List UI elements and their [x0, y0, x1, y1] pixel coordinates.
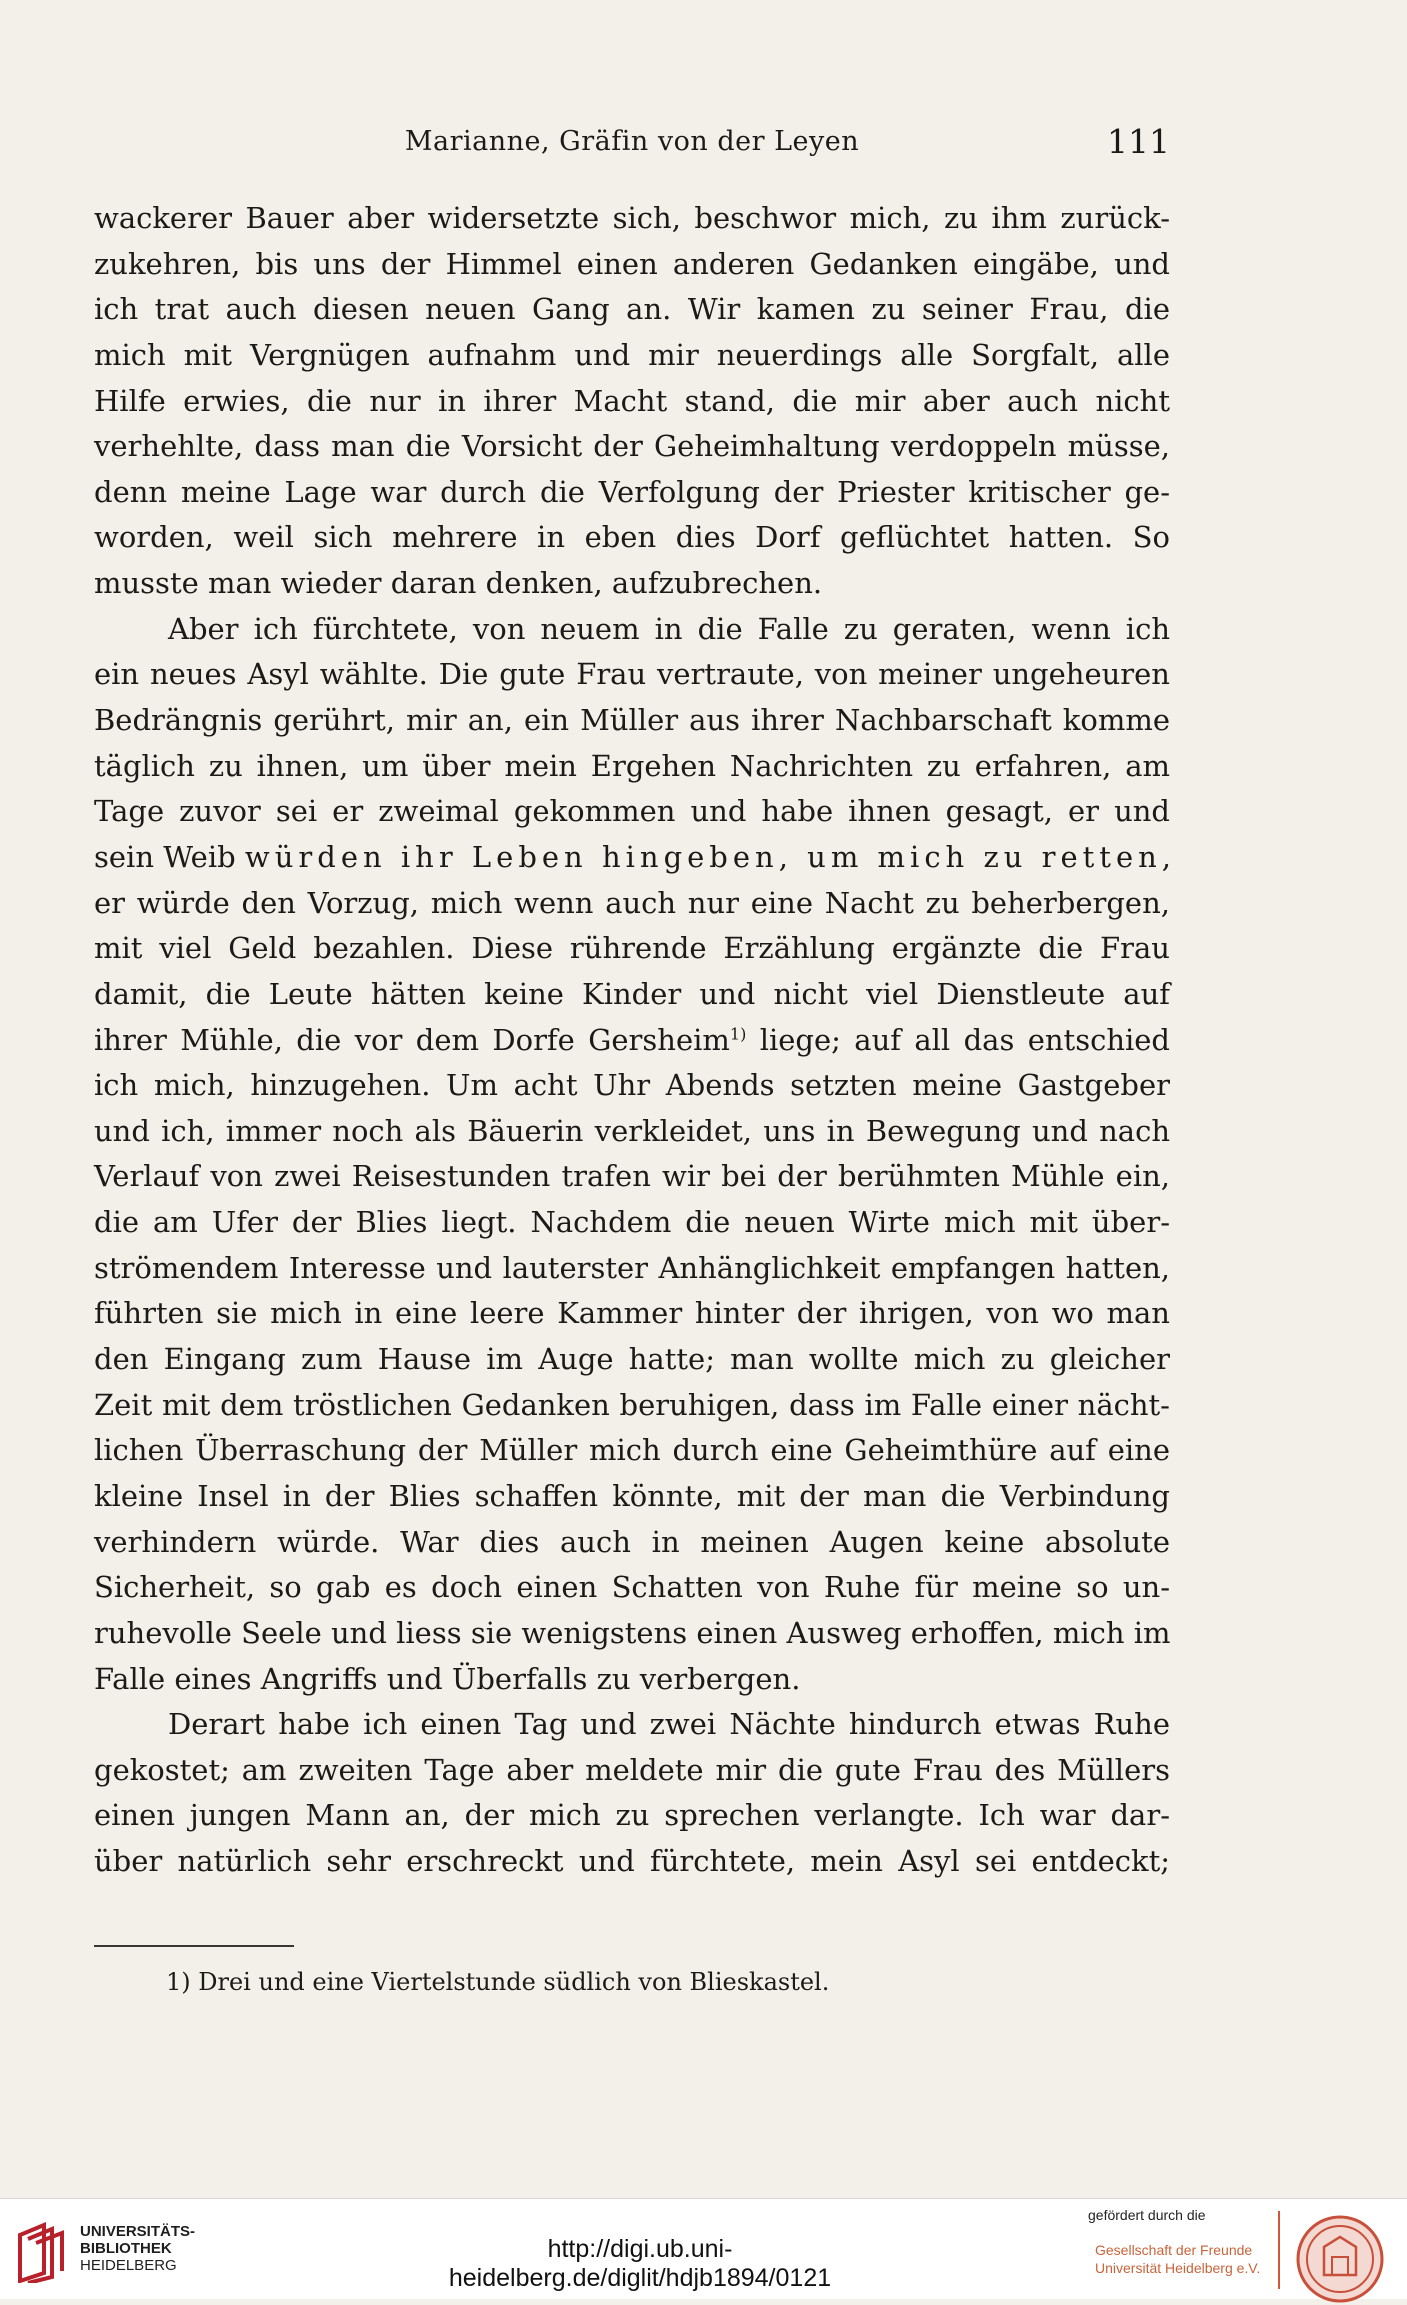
text-line: über natürlich sehr erschreckt und fürchtete, mein Asyl sei entdeckt; [94, 1844, 1170, 1879]
paragraph-start-line: Derart habe ich einen Tag und zwei Nächte hindurch etwas Ruhe [168, 1707, 1170, 1742]
sponsor-name-line: Universität Heidelberg e.V. [1095, 2260, 1261, 2276]
text-line: Hilfe erwies, die nur in ihrer Macht stand, die mir aber auch nicht [94, 383, 1170, 418]
text-line: Bedrängnis gerührt, mir an, ein Müller aus ihrer Nachbarschaft komme [94, 703, 1170, 738]
sponsor-name-line: Gesellschaft der Freunde [1095, 2242, 1253, 2258]
text-line: denn meine Lage war durch die Verfolgung der Priester kritischer ge- [94, 474, 1170, 509]
body-text [94, 196, 1177, 1885]
text-fragment: sein Weib [94, 839, 236, 874]
text-line: mich mit Vergnügen aufnahm und mir neuerdings alle Sorgfalt, alle [94, 337, 1170, 372]
text-line: strömendem Interesse und lauterster Anhänglichkeit empfangen hatten, [94, 1250, 1170, 1285]
text-line: kleine Insel in der Blies schaffen könnte, mit der man die Verbindung [94, 1478, 1170, 1513]
text-line: einen jungen Mann an, der mich zu sprechen verlangte. Ich war dar- [94, 1798, 1170, 1833]
text-line: mit viel Geld bezahlen. Diese rührende Erzählung ergänzte die Frau [94, 931, 1170, 966]
text-line-spaced [94, 835, 1177, 881]
page-number: 111 [1107, 122, 1170, 161]
running-title: Marianne, Gräfin von der Leyen [404, 126, 860, 157]
text-line-with-footnote [94, 1018, 1170, 1064]
text-line: ein neues Asyl wählte. Die gute Frau vertraute, von meiner ungeheuren [94, 657, 1170, 692]
text-line: täglich zu ihnen, um über mein Ergehen Nachrichten zu erfahren, am [94, 748, 1170, 783]
text-line: ich trat auch diesen neuen Gang an. Wir kamen zu seiner Frau, die [94, 292, 1170, 327]
text-line: gekostet; am zweiten Tage aber meldete mir die gute Frau des Müllers [94, 1752, 1170, 1787]
library-name-line: HEIDELBERG [80, 2257, 177, 2274]
text-line: die am Ufer der Blies liegt. Nachdem die neuen Wirte mich mit über- [94, 1205, 1170, 1240]
digitization-footer [0, 2198, 1407, 2299]
text-line: verhindern würde. War dies auch in meinen Augen keine absolute [94, 1524, 1170, 1559]
text-line: Falle eines Angriffs und Überfalls zu verbergen. [94, 1661, 801, 1696]
text-line: lichen Überraschung der Müller mich durch eine Geheimthüre auf eine [94, 1433, 1170, 1468]
text-line: ruhevolle Seele und liess sie wenigstens einen Ausweg erhoffen, mich im [94, 1615, 1171, 1650]
text-line: zukehren, bis uns der Himmel einen anderen Gedanken eingäbe, und [94, 246, 1170, 281]
sponsor-name[interactable] [1095, 2241, 1260, 2277]
footnote-marker: 1) [729, 1023, 747, 1043]
paragraph-start-line: Aber ich fürchtete, von neuem in die Falle zu geraten, wenn ich [168, 611, 1170, 646]
university-seal-icon [1294, 2213, 1386, 2305]
text-line: wackerer Bauer aber widersetzte sich, beschwor mich, zu ihm zurück- [94, 201, 1170, 235]
text-line: ich mich, hinzugehen. Um acht Uhr Abends setzten meine Gastgeber [94, 1068, 1170, 1103]
running-head [94, 122, 1170, 166]
emphasized-text: würden ihr Leben hingeben, um mich zu retten, [244, 839, 1177, 874]
text-fragment: liege; auf all das entschied [746, 1022, 1170, 1057]
text-line: Tage zuvor sei er zweimal gekommen und habe ihnen gesagt, er und [94, 794, 1170, 829]
footnote-divider [94, 1945, 294, 1947]
text-line: den Eingang zum Hause im Auge hatte; man wollte mich zu gleicher [94, 1342, 1170, 1377]
text-line: Verlauf von zwei Reisestunden trafen wir bei der berühmten Mühle ein, [94, 1159, 1170, 1194]
text-line: worden, weil sich mehrere in eben dies Dorf geflüchtet hatten. So [94, 520, 1170, 555]
footnote: 1) Drei und eine Viertelstunde südlich von Blieskastel. [166, 1968, 830, 1996]
text-line: führten sie mich in eine leere Kammer hinter der ihrigen, von wo man [94, 1296, 1170, 1331]
text-line: verhehlte, dass man die Vorsicht der Geheimhaltung verdoppeln müsse, [94, 429, 1170, 464]
text-fragment: ihrer Mühle, die vor dem Dorfe Gersheim [94, 1022, 730, 1057]
library-name [80, 2223, 195, 2274]
sponsor-label: gefördert durch die [1088, 2207, 1206, 2223]
text-line: er würde den Vorzug, mich wenn auch nur eine Nacht zu beherbergen, [94, 885, 1170, 920]
text-line: musste man wieder daran denken, aufzubrechen. [94, 566, 823, 601]
text-line: Sicherheit, so gab es doch einen Schatten von Ruhe für meine so un- [94, 1570, 1170, 1605]
permalink-url[interactable]: http://digi.ub.uni-heidelberg.de/diglit/hdjb1894/0121 [448, 2235, 832, 2292]
text-line: und ich, immer noch als Bäuerin verkleidet, uns in Bewegung und nach [94, 1113, 1170, 1148]
text-line: Zeit mit dem tröstlichen Gedanken beruhigen, dass im Falle einer nächt- [94, 1387, 1170, 1422]
text-line: damit, die Leute hätten keine Kinder und nicht viel Dienstleute auf [94, 976, 1170, 1011]
library-name-line: BIBLIOTHEK [80, 2240, 172, 2257]
university-library-logo-icon[interactable] [14, 2221, 70, 2283]
library-name-line: UNIVERSITÄTS- [80, 2223, 196, 2240]
sponsor-divider [1278, 2211, 1280, 2289]
